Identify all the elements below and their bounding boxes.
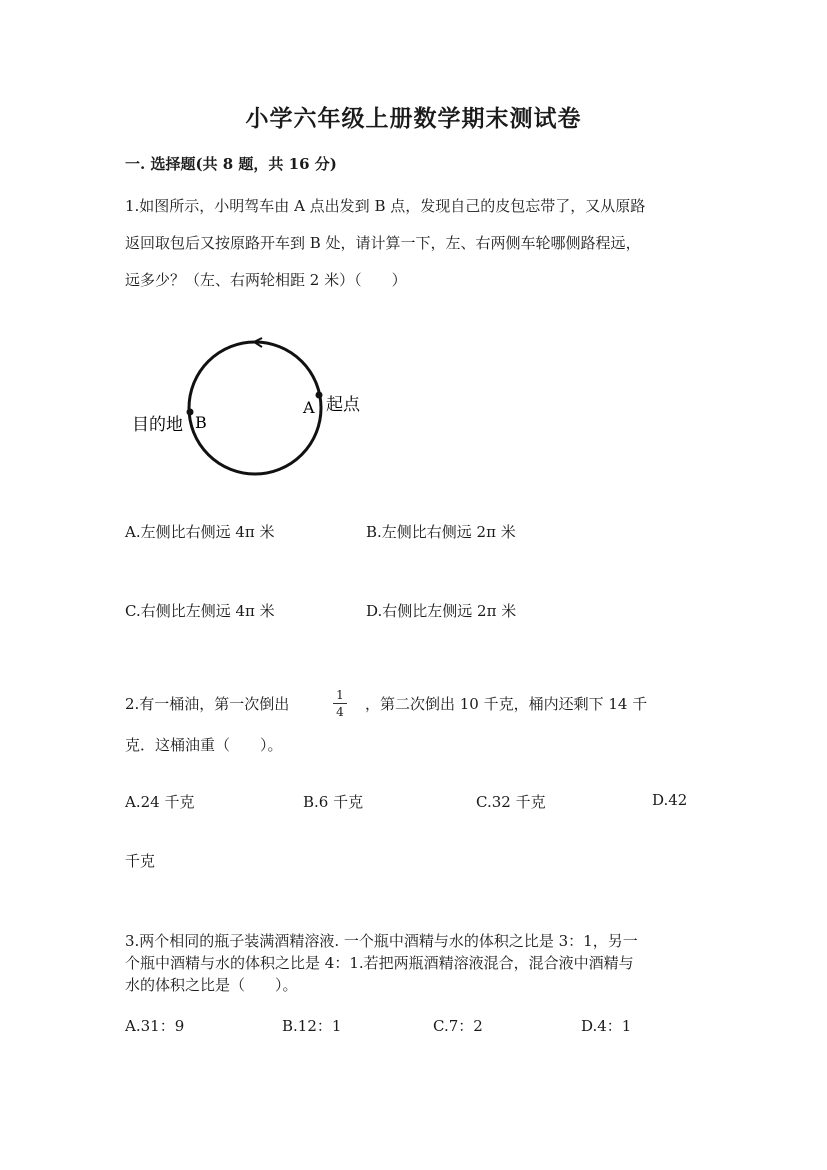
q3-option-a[interactable]: A.31：9 [125,1017,185,1035]
q1-text-line-2: 返回取包后又按原路开车到 B 处，请计算一下，左、右两侧车轮哪侧路程远， [125,234,641,252]
q1-option-c[interactable]: C.右侧比左侧远 4π 米 [125,602,275,620]
q1-option-d[interactable]: D.右侧比左侧远 2π 米 [366,602,517,620]
route-circle [189,342,321,474]
q3-text-line-3: 水的体积之比是（ ）。 [125,976,298,994]
q2-text-line-2: 克．这桶油重（ ）。 [125,736,283,754]
start-label: 起点 [326,395,360,415]
q2-option-a[interactable]: A.24 千克 [125,793,195,811]
section-heading: 一. 选择题(共 8 题，共 16 分) [125,155,337,173]
q1-option-a[interactable]: A.左侧比右侧远 4π 米 [125,523,275,541]
q2-text-line-1b: ，第二次倒出 10 千克，桶内还剩下 14 千 [365,695,648,713]
destination-label: 目的地 [132,415,183,435]
q2-text-line-1a: 2.有一桶油，第一次倒出 [125,695,290,713]
q1-text-line-3: 远多少？（左、右两轮相距 2 米）（ ） [125,271,407,289]
q2-fraction-denominator: 4 [336,705,344,719]
q3-text-line-1: 3.两个相同的瓶子装满酒精溶液. 一个瓶中酒精与水的体积之比是 3：1，另一 [125,932,638,950]
q2-option-d-wrap: 千克 [125,852,156,870]
q2-fraction [333,688,347,719]
q3-option-c[interactable]: C.7：2 [433,1017,483,1035]
point-b-label: B [195,413,207,432]
q2-fraction-numerator: 1 [336,688,344,702]
q3-text-line-2: 个瓶中酒精与水的体积之比是 4：1.若把两瓶酒精溶液混合，混合液中酒精与 [125,954,634,972]
point-a-dot [316,392,323,399]
q3-option-d[interactable]: D.4：1 [581,1017,632,1035]
q1-option-b[interactable]: B.左侧比右侧远 2π 米 [366,523,516,541]
q2-option-b[interactable]: B.6 千克 [303,793,364,811]
q3-option-b[interactable]: B.12：1 [282,1017,342,1035]
point-b-dot [187,409,194,416]
q1-text-line-1: 1.如图所示，小明驾车由 A 点出发到 B 点，发现自己的皮包忘带了，又从原路 [125,197,646,215]
point-a-label: A [303,398,315,417]
page-title: 小学六年级上册数学期末测试卷 [245,105,582,132]
q2-option-c[interactable]: C.32 千克 [476,793,546,811]
q1-circle-figure [120,325,380,485]
q2-option-d[interactable]: D.42 [652,791,688,809]
